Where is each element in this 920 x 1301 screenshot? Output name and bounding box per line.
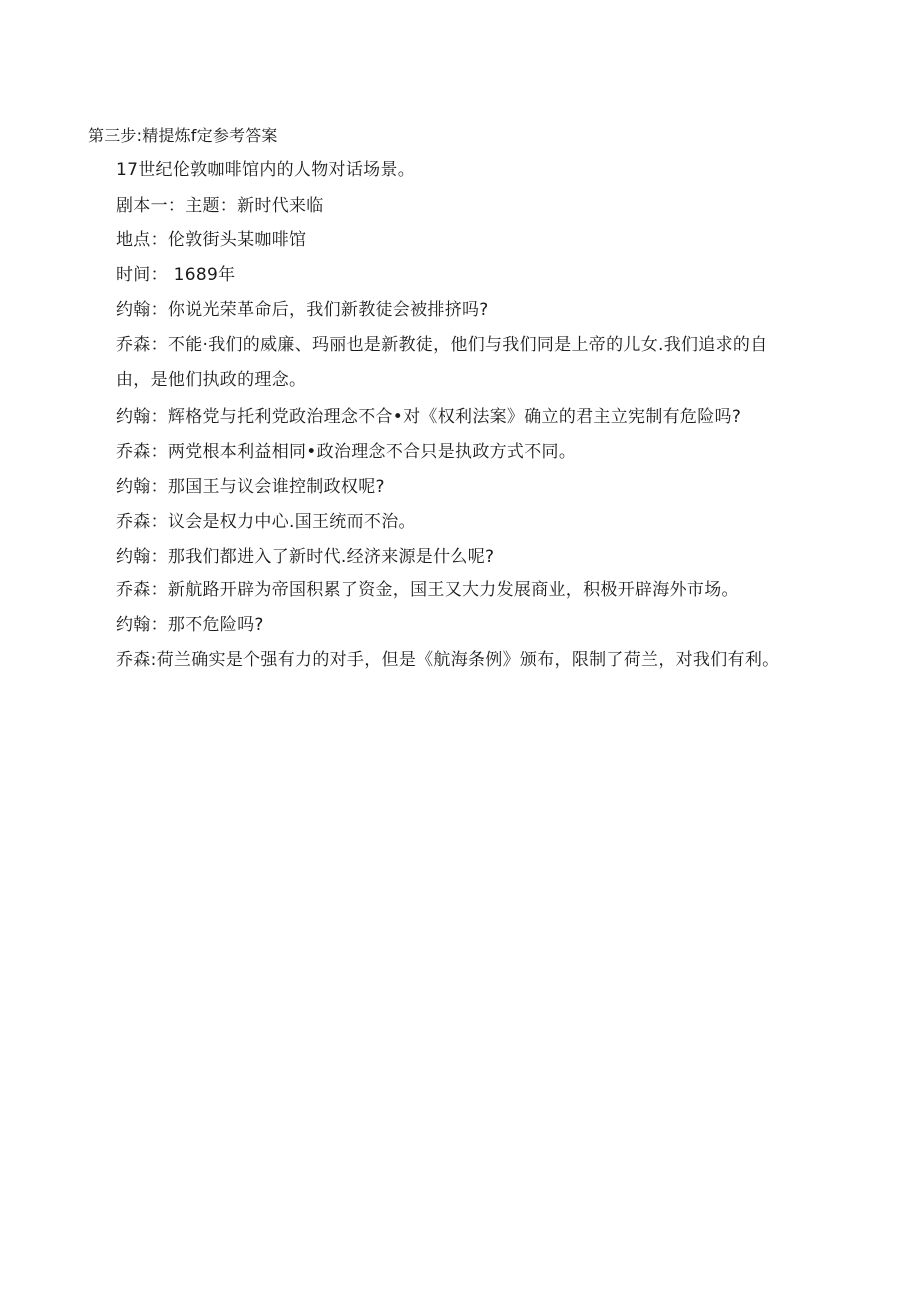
location-line: 地点：伦敦街头某咖啡馆 xyxy=(116,230,307,250)
dialogue-line: 约翰：辉格党与托利党政治理念不合•对《权利法案》确立的君主立宪制有危险吗? xyxy=(116,407,742,427)
dialogue-line: 约翰：那国王与议会谁控制政权呢? xyxy=(116,477,385,497)
dialogue-line: 约翰：你说光荣革命后，我们新教徒会被排挤吗? xyxy=(116,300,489,320)
dialogue-line: 约翰：那不危险吗? xyxy=(116,615,264,635)
dialogue-line: 约翰：那我们都进入了新时代.经济来源是什么呢? xyxy=(116,547,495,567)
dialogue-line-continuation: 由，是他们执政的理念。 xyxy=(116,370,307,390)
intro-text: 17世纪伦敦咖啡馆内的人物对话场景。 xyxy=(116,160,416,180)
time-line: 时间： 1689年 xyxy=(116,265,236,285)
dialogue-line: 乔森：不能·我们的威廉、玛丽也是新教徒，他们与我们同是上帝的儿女.我们追求的自 xyxy=(116,335,768,355)
section-heading: 第三步:精提炼f定参考答案 xyxy=(88,126,278,145)
script-title: 剧本一：主题：新时代来临 xyxy=(116,196,324,216)
dialogue-line: 乔森：议会是权力中心.国王统而不治。 xyxy=(116,512,416,532)
dialogue-line: 乔森：新航路开辟为帝国积累了资金，国王又大力发展商业，积极开辟海外市场。 xyxy=(116,580,739,600)
dialogue-line: 乔森:荷兰确实是个强有力的对手，但是《航海条例》颁布，限制了荷兰，对我们有利。 xyxy=(116,650,780,670)
dialogue-line: 乔森：两党根本利益相同•政治理念不合只是执政方式不同。 xyxy=(116,442,577,462)
